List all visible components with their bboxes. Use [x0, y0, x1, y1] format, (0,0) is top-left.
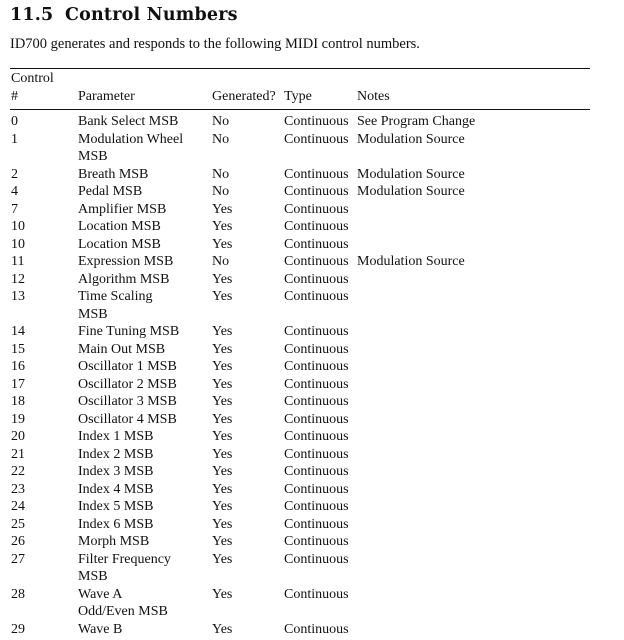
- parameter-cell: Amplifier MSB: [78, 201, 167, 217]
- parameter-cell: Oscillator 2 MSB: [78, 376, 177, 392]
- control-number-cell: 18: [11, 394, 25, 409]
- parameter-cell: Wave B: [78, 621, 123, 637]
- parameter-cell: Oscillator 4 MSB: [78, 411, 177, 427]
- parameter-cell: Index 4 MSB: [78, 481, 154, 497]
- type-cell: Continuous: [284, 131, 349, 147]
- control-number-cell: 14: [11, 324, 25, 339]
- control-number-cell: 10: [11, 236, 25, 252]
- type-cell: Continuous: [284, 166, 349, 182]
- generated-cell: Yes: [212, 586, 233, 602]
- control-number-cell: 16: [11, 359, 25, 374]
- type-cell: Continuous: [284, 429, 349, 444]
- control-number-cell: 27: [11, 551, 25, 567]
- type-cell: Continuous: [284, 394, 349, 409]
- control-number-cell: 25: [11, 516, 25, 532]
- generated-cell: Yes: [212, 551, 233, 567]
- generated-cell: Yes: [212, 534, 233, 549]
- type-cell: Continuous: [284, 481, 349, 497]
- parameter-cell: Oscillator 1 MSB: [78, 359, 177, 374]
- generated-cell: Yes: [212, 499, 233, 514]
- parameter-cell: Oscillator 3 MSB: [78, 394, 177, 409]
- control-number-cell: 12: [11, 271, 25, 287]
- parameter-cell: Index 2 MSB: [78, 446, 154, 462]
- parameter-cell: Odd/Even MSB: [78, 604, 168, 619]
- header-control: Control: [11, 71, 54, 86]
- control-number-cell: 1: [11, 131, 18, 147]
- notes-cell: Modulation Source: [357, 131, 465, 147]
- control-number-cell: 0: [11, 114, 18, 129]
- generated-cell: Yes: [212, 201, 233, 217]
- type-cell: Continuous: [284, 411, 349, 427]
- generated-cell: Yes: [212, 464, 233, 479]
- parameter-cell: MSB: [78, 306, 108, 322]
- parameter-cell: Bank Select MSB: [78, 114, 179, 129]
- generated-cell: Yes: [212, 621, 233, 637]
- header-parameter: Parameter: [78, 89, 135, 104]
- type-cell: Continuous: [284, 324, 349, 339]
- parameter-cell: Expression MSB: [78, 254, 174, 269]
- type-cell: Continuous: [284, 271, 349, 287]
- control-number-cell: 4: [11, 184, 18, 199]
- control-number-cell: 7: [11, 201, 18, 217]
- control-number-cell: 20: [11, 429, 25, 444]
- notes-cell: See Program Change: [357, 114, 476, 129]
- parameter-cell: Time Scaling: [78, 289, 153, 304]
- type-cell: Continuous: [284, 534, 349, 549]
- control-number-cell: 2: [11, 166, 18, 182]
- type-cell: Continuous: [284, 114, 349, 129]
- generated-cell: Yes: [212, 359, 233, 374]
- table-top-rule: [10, 68, 590, 69]
- generated-cell: Yes: [212, 516, 233, 532]
- type-cell: Continuous: [284, 464, 349, 479]
- generated-cell: Yes: [212, 219, 233, 234]
- generated-cell: Yes: [212, 429, 233, 444]
- type-cell: Continuous: [284, 289, 349, 304]
- parameter-cell: Algorithm MSB: [78, 271, 170, 287]
- parameter-cell: Index 5 MSB: [78, 499, 154, 514]
- intro-paragraph: ID700 generates and responds to the following MIDI control numbers.: [10, 36, 420, 52]
- type-cell: Continuous: [284, 219, 349, 234]
- parameter-cell: Filter Frequency: [78, 551, 171, 567]
- type-cell: Continuous: [284, 621, 349, 637]
- parameter-cell: Main Out MSB: [78, 341, 166, 357]
- generated-cell: Yes: [212, 481, 233, 497]
- control-number-cell: 24: [11, 499, 25, 514]
- section-heading: [10, 5, 238, 25]
- type-cell: Continuous: [284, 376, 349, 392]
- control-number-cell: 22: [11, 464, 25, 479]
- type-cell: Continuous: [284, 184, 349, 199]
- generated-cell: Yes: [212, 376, 233, 392]
- type-cell: Continuous: [284, 446, 349, 462]
- generated-cell: Yes: [212, 236, 233, 252]
- generated-cell: No: [212, 114, 230, 129]
- notes-cell: Modulation Source: [357, 254, 465, 269]
- type-cell: Continuous: [284, 586, 349, 602]
- parameter-cell: Wave A: [78, 586, 123, 602]
- type-cell: Continuous: [284, 359, 349, 374]
- section-number: 11.5: [10, 5, 54, 25]
- generated-cell: Yes: [212, 394, 233, 409]
- generated-cell: No: [212, 254, 230, 269]
- notes-cell: Modulation Source: [357, 184, 465, 199]
- type-cell: Continuous: [284, 499, 349, 514]
- type-cell: Continuous: [284, 551, 349, 567]
- header-type: Type: [284, 89, 312, 104]
- parameter-cell: Location MSB: [78, 236, 161, 252]
- control-number-cell: 15: [11, 341, 25, 357]
- control-number-cell: 26: [11, 534, 25, 549]
- control-number-cell: 23: [11, 481, 25, 497]
- parameter-cell: Morph MSB: [78, 534, 150, 549]
- generated-cell: No: [212, 184, 230, 199]
- parameter-cell: Breath MSB: [78, 166, 149, 182]
- control-number-cell: 11: [11, 254, 25, 269]
- parameter-cell: MSB: [78, 569, 108, 584]
- control-number-cell: 21: [11, 446, 25, 462]
- generated-cell: Yes: [212, 411, 233, 427]
- generated-cell: Yes: [212, 324, 233, 339]
- generated-cell: Yes: [212, 341, 233, 357]
- type-cell: Continuous: [284, 254, 349, 269]
- parameter-cell: Index 6 MSB: [78, 516, 154, 532]
- generated-cell: No: [212, 166, 230, 182]
- generated-cell: Yes: [212, 446, 233, 462]
- parameter-cell: Modulation Wheel: [78, 131, 184, 147]
- control-number-cell: 10: [11, 219, 25, 234]
- parameter-cell: Index 1 MSB: [78, 429, 154, 444]
- notes-cell: Modulation Source: [357, 166, 465, 182]
- parameter-cell: Location MSB: [78, 219, 161, 234]
- section-title: Control Numbers: [65, 5, 238, 25]
- header-number: #: [11, 89, 18, 104]
- type-cell: Continuous: [284, 516, 349, 532]
- type-cell: Continuous: [284, 236, 349, 252]
- header-generated: Generated?: [212, 89, 276, 104]
- control-number-cell: 17: [11, 376, 25, 392]
- parameter-cell: Fine Tuning MSB: [78, 324, 180, 339]
- control-number-cell: 28: [11, 586, 25, 602]
- generated-cell: Yes: [212, 289, 233, 304]
- type-cell: Continuous: [284, 201, 349, 217]
- control-number-cell: 29: [11, 621, 25, 637]
- control-number-cell: 19: [11, 411, 25, 427]
- control-number-cell: 13: [11, 289, 25, 304]
- generated-cell: No: [212, 131, 230, 147]
- parameter-cell: Pedal MSB: [78, 184, 143, 199]
- parameter-cell: Index 3 MSB: [78, 464, 154, 479]
- type-cell: Continuous: [284, 341, 349, 357]
- table-header-rule: [10, 109, 590, 110]
- generated-cell: Yes: [212, 271, 233, 287]
- header-notes: Notes: [357, 89, 390, 104]
- parameter-cell: MSB: [78, 149, 108, 164]
